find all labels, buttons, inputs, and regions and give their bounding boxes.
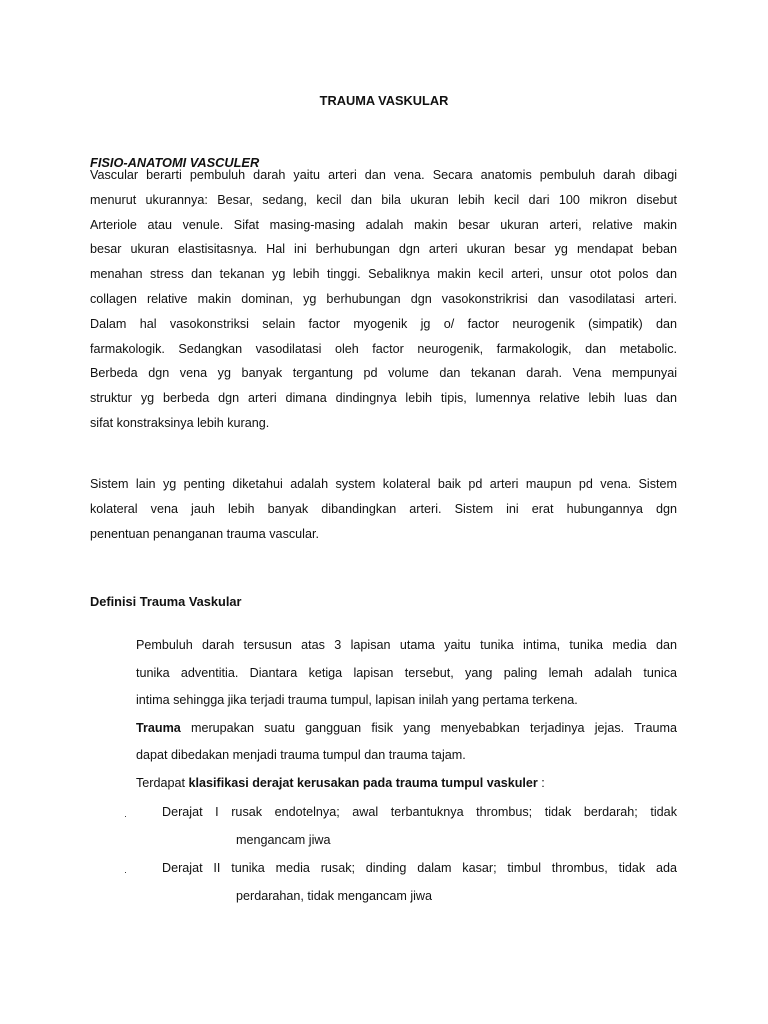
paragraph-lapisan [136,632,677,798]
text-line: Arteriole atau venule. Sifat masing-masing adalah makin besar ukuran arteri, relative makin [90,217,677,232]
text-line: besar ukuran elastisitasnya. Hal ini berhubungan dgn arteri ukuran besar yg mendapat beban [90,242,677,257]
text-line: Dalam hal vasokonstriksi selain factor myogenik jg o/ factor neurogenik (simpatik) dan [90,316,677,331]
bullet-marker: · [124,867,127,877]
text-line: farmakologik. Sedangkan vasodilatasi oleh factor neurogenik, farmakologik, dan metabolic. [90,341,677,356]
text-line: collagen relative makin dominan, yg berhubungan dgn vasokonstrikrisi dan vasodilatasi arteri. [90,291,677,306]
text-line: penentuan penanganan trauma vascular. [90,526,319,541]
text-line: menurut ukurannya: Besar, sedang, kecil dan bila ukuran lebih kecil dari 100 mikron disebut [90,192,677,207]
klasifikasi-line [136,770,677,798]
bullet-marker: · [124,811,127,821]
bullet-item-derajat-1-continuation: mengancam jiwa [236,833,331,847]
document-title: TRAUMA VASKULAR [319,93,449,108]
text-line: sifat konstraksinya lebih kurang. [90,415,270,430]
text-line: dapat dibedakan menjadi trauma tumpul dan trauma tajam. [136,748,466,763]
klasifikasi-prefix: Terdapat [136,775,189,790]
text-line: intima sehingga jika terjadi trauma tumpul, lapisan inilah yang pertama terkena. [136,693,578,708]
section-heading-fisio-anatomi: FISIO-ANATOMI VASCULER [90,155,260,170]
section-heading-definisi: Definisi Trauma Vaskular [90,594,242,609]
text-line: tunika adventitia. Diantara ketiga lapisan tersebut, yang paling lemah adalah tunica [136,665,677,680]
text-line: Vascular berarti pembuluh darah yaitu arteri dan vena. Secara anatomis pembuluh darah dibagi [90,168,677,182]
text-line: kolateral vena jauh lebih banyak dibandingkan arteri. Sistem ini erat hubungannya dgn [90,501,677,516]
bullet-item-derajat-1: Derajat I rusak endotelnya; awal terbantuknya thrombus; tidak berdarah; tidak [162,805,677,819]
trauma-term: Trauma [136,720,181,735]
text-line: Sistem lain yg penting diketahui adalah system kolateral baik pd arteri maupun pd vena. Sistem [90,477,677,491]
bullet-item-derajat-2-continuation: perdarahan, tidak mengancam jiwa [236,889,433,903]
text-line: menahan stress dan tekanan yg lebih tinggi. Sebaliknya makin kecil arteri, unsur otot polos dan [90,267,677,282]
bullet-item-derajat-2: Derajat II tunika media rusak; dinding dalam kasar; timbul thrombus, tidak ada [162,861,677,875]
trauma-definition-line [136,715,677,743]
text-line: struktur yg berbeda dgn arteri dimana dindingnya lebih tipis, lumennya relative lebih luas dan [90,391,677,406]
klasifikasi-suffix: : [537,775,545,790]
text-line: Berbeda dgn vena yg banyak tergantung pd volume dan tekanan darah. Vena mempunyai [90,366,677,381]
trauma-definition-text: merupakan suatu gangguan fisik yang menyebabkan terjadinya jejas. Trauma [180,720,677,735]
paragraph-vascular-intro [90,163,677,436]
paragraph-kolateral [90,472,677,546]
klasifikasi-bold-text: klasifikasi derajat kerusakan pada trauma tumpul vaskuler [188,775,538,790]
text-line: Pembuluh darah tersusun atas 3 lapisan utama yaitu tunika intima, tunika media dan [136,638,677,652]
